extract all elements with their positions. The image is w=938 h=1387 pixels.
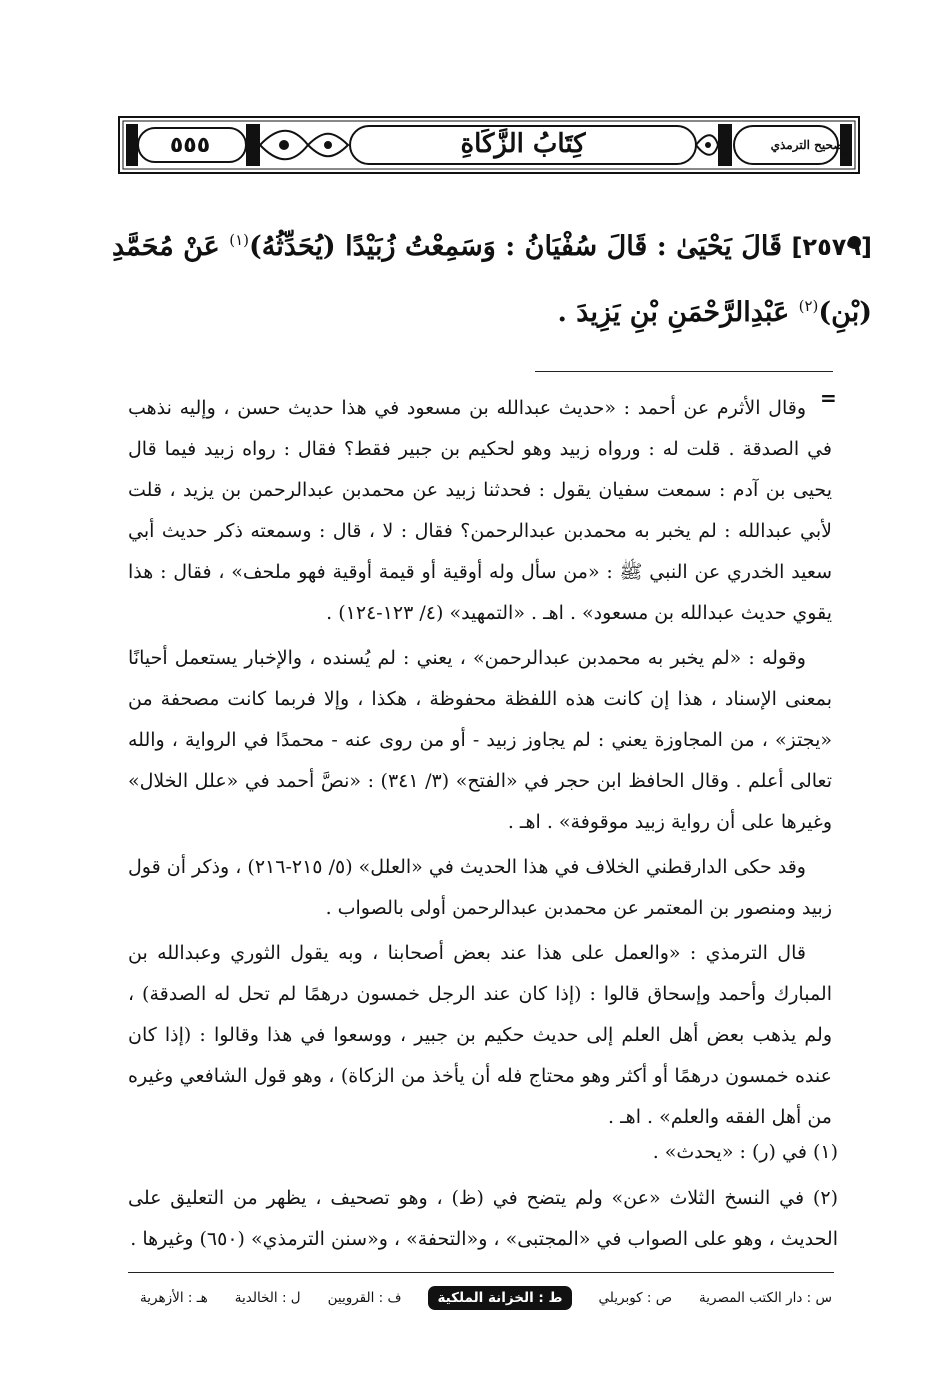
legend-item-kuprili: ص : كوبريلي — [598, 1290, 673, 1306]
page-header — [118, 116, 860, 174]
book-title: كِتَابُ الزَّكَاةِ — [460, 129, 586, 159]
commentary — [128, 388, 832, 1142]
legend-item-egyptian: س : دار الكتب المصرية — [699, 1290, 832, 1306]
commentary-paragraph: وقد حكى الدارقطني الخلاف في هذا الحديث في «العلل» (٥/ ٢١٥-٢١٦) ، وذكر أن قول زبيد ومنصور بن المعتمر عن محمدبن عبدالرحمن أولى بالصواب . — [128, 856, 832, 919]
hadith-text-part-a: قَالَ يَحْيَىٰ : قَالَ سُفْيَانُ : وَسَمِعْتُ زُبَيْدًا (يُحَدِّثُهُ) — [249, 231, 782, 262]
legend-item-khalidiyya: ل : الخالدية — [234, 1290, 301, 1306]
legend-item-royal-library: ط : الخزانة الملكية — [428, 1286, 571, 1310]
footnote-marker-2: (٢) — [798, 297, 819, 315]
manuscript-legend — [140, 1281, 832, 1315]
footnote-1: (١) في (ر) : «يحدث» . — [652, 1141, 838, 1163]
text-separator — [535, 371, 833, 372]
commentary-paragraph: قال الترمذي : «والعمل على هذا عند بعض أصحابنا ، وبه يقول الثوري وعبدالله بن المبارك وأحمد وإسحاق قالوا : (إذا كان عند الرجل خمسون درهمًا لم تحل له الصدقة) ، ولم يذهب بعض أهل العلم إلى حديث حكيم بن جبير ، ووسعوا في هذا وقالوا : (إذا كان عنده خمسون درهمًا أو أكثر وهو محتاج فله أن يأخذ من الزكاة) ، وهو قول الشافعي وغيره من أهل الفقه والعلم» . اهـ . — [128, 942, 832, 1128]
hadith-text-part-b: عَنْ مُحَمَّدِ (بْنِ) — [112, 231, 872, 328]
commentary-paragraph: وقوله : «لم يخبر به محمدبن عبدالرحمن» ، يعني : لم يُسنده ، والإخبار يستعمل أحيانًا بمعنى الإسناد ، هذا إن كانت هذه اللفظة محفوظة ، هكذا ، وإلا فربما كانت مصحفة من «يجتز» ، من المجاوزة يعني : لم يجاوز زبيد - أو من روى عنه - محمدًا في الرواية ، والله تعالى أعلم . وقال الحافظ ابن حجر في «الفتح» (٣/ ٣٤١) : «نصَّ أحمد في «علل الخلال» وغيرها على أن رواية زبيد موقوفة» . اهـ . — [128, 647, 832, 833]
page-number: ٥٥٥ — [169, 132, 211, 158]
hadith-text-part-c: عَبْدِالرَّحْمَنِ بْنِ يَزِيدَ . — [557, 297, 790, 328]
book-emblem: صحيح الترمذي — [770, 138, 844, 152]
legend-item-azhariyya: هـ : الأزهرية — [140, 1290, 208, 1306]
hadith-text — [112, 214, 872, 346]
footnote-marker-1: (١) — [229, 231, 250, 249]
continuation-mark: = — [820, 386, 837, 410]
footnote-2: (٢) في النسخ الثلاث «عن» ولم يتضح في (ظ) ، وهو تصحيف ، يظهر من التعليق على الحديث ، وهو على الصواب في «المجتبى» ، و«التحفة» ، و«سنن الترمذي» (٦٥٠) وغيرها . — [128, 1187, 838, 1250]
commentary-paragraph: وقال الأثرم عن أحمد : «حديث عبدالله بن مسعود في هذا حديث حسن ، وإليه نذهب في الصدقة . قلت له : ورواه زبيد وهو لحكيم بن جبير فقط؟ فقال : رواه زبيد فيما قال يحيى بن آدم : سمعت سفيان يقول : فحدثنا زبيد عن محمدبن عبدالرحمن بن يزيد ، قلت لأبي عبدالله : لم يخبر به محمدبن عبدالرحمن؟ فقال : لا ، قال : وسمعته ذكر حديث أبي سعيد الخدري عن النبي ﷺ : «من سأل وله أوقية أو قيمة أوقية فهو ملحف» ، فقال : هذا يقوي حديث عبدالله بن مسعود» . اهـ . «التمهيد» (٤/ ١٢٣-١٢٤) . — [128, 397, 832, 624]
footer-divider — [128, 1272, 834, 1273]
hadith-number: [٢٥٧٩] — [791, 233, 872, 261]
legend-item-qarawiyyin: ف : القرويين — [327, 1290, 402, 1306]
